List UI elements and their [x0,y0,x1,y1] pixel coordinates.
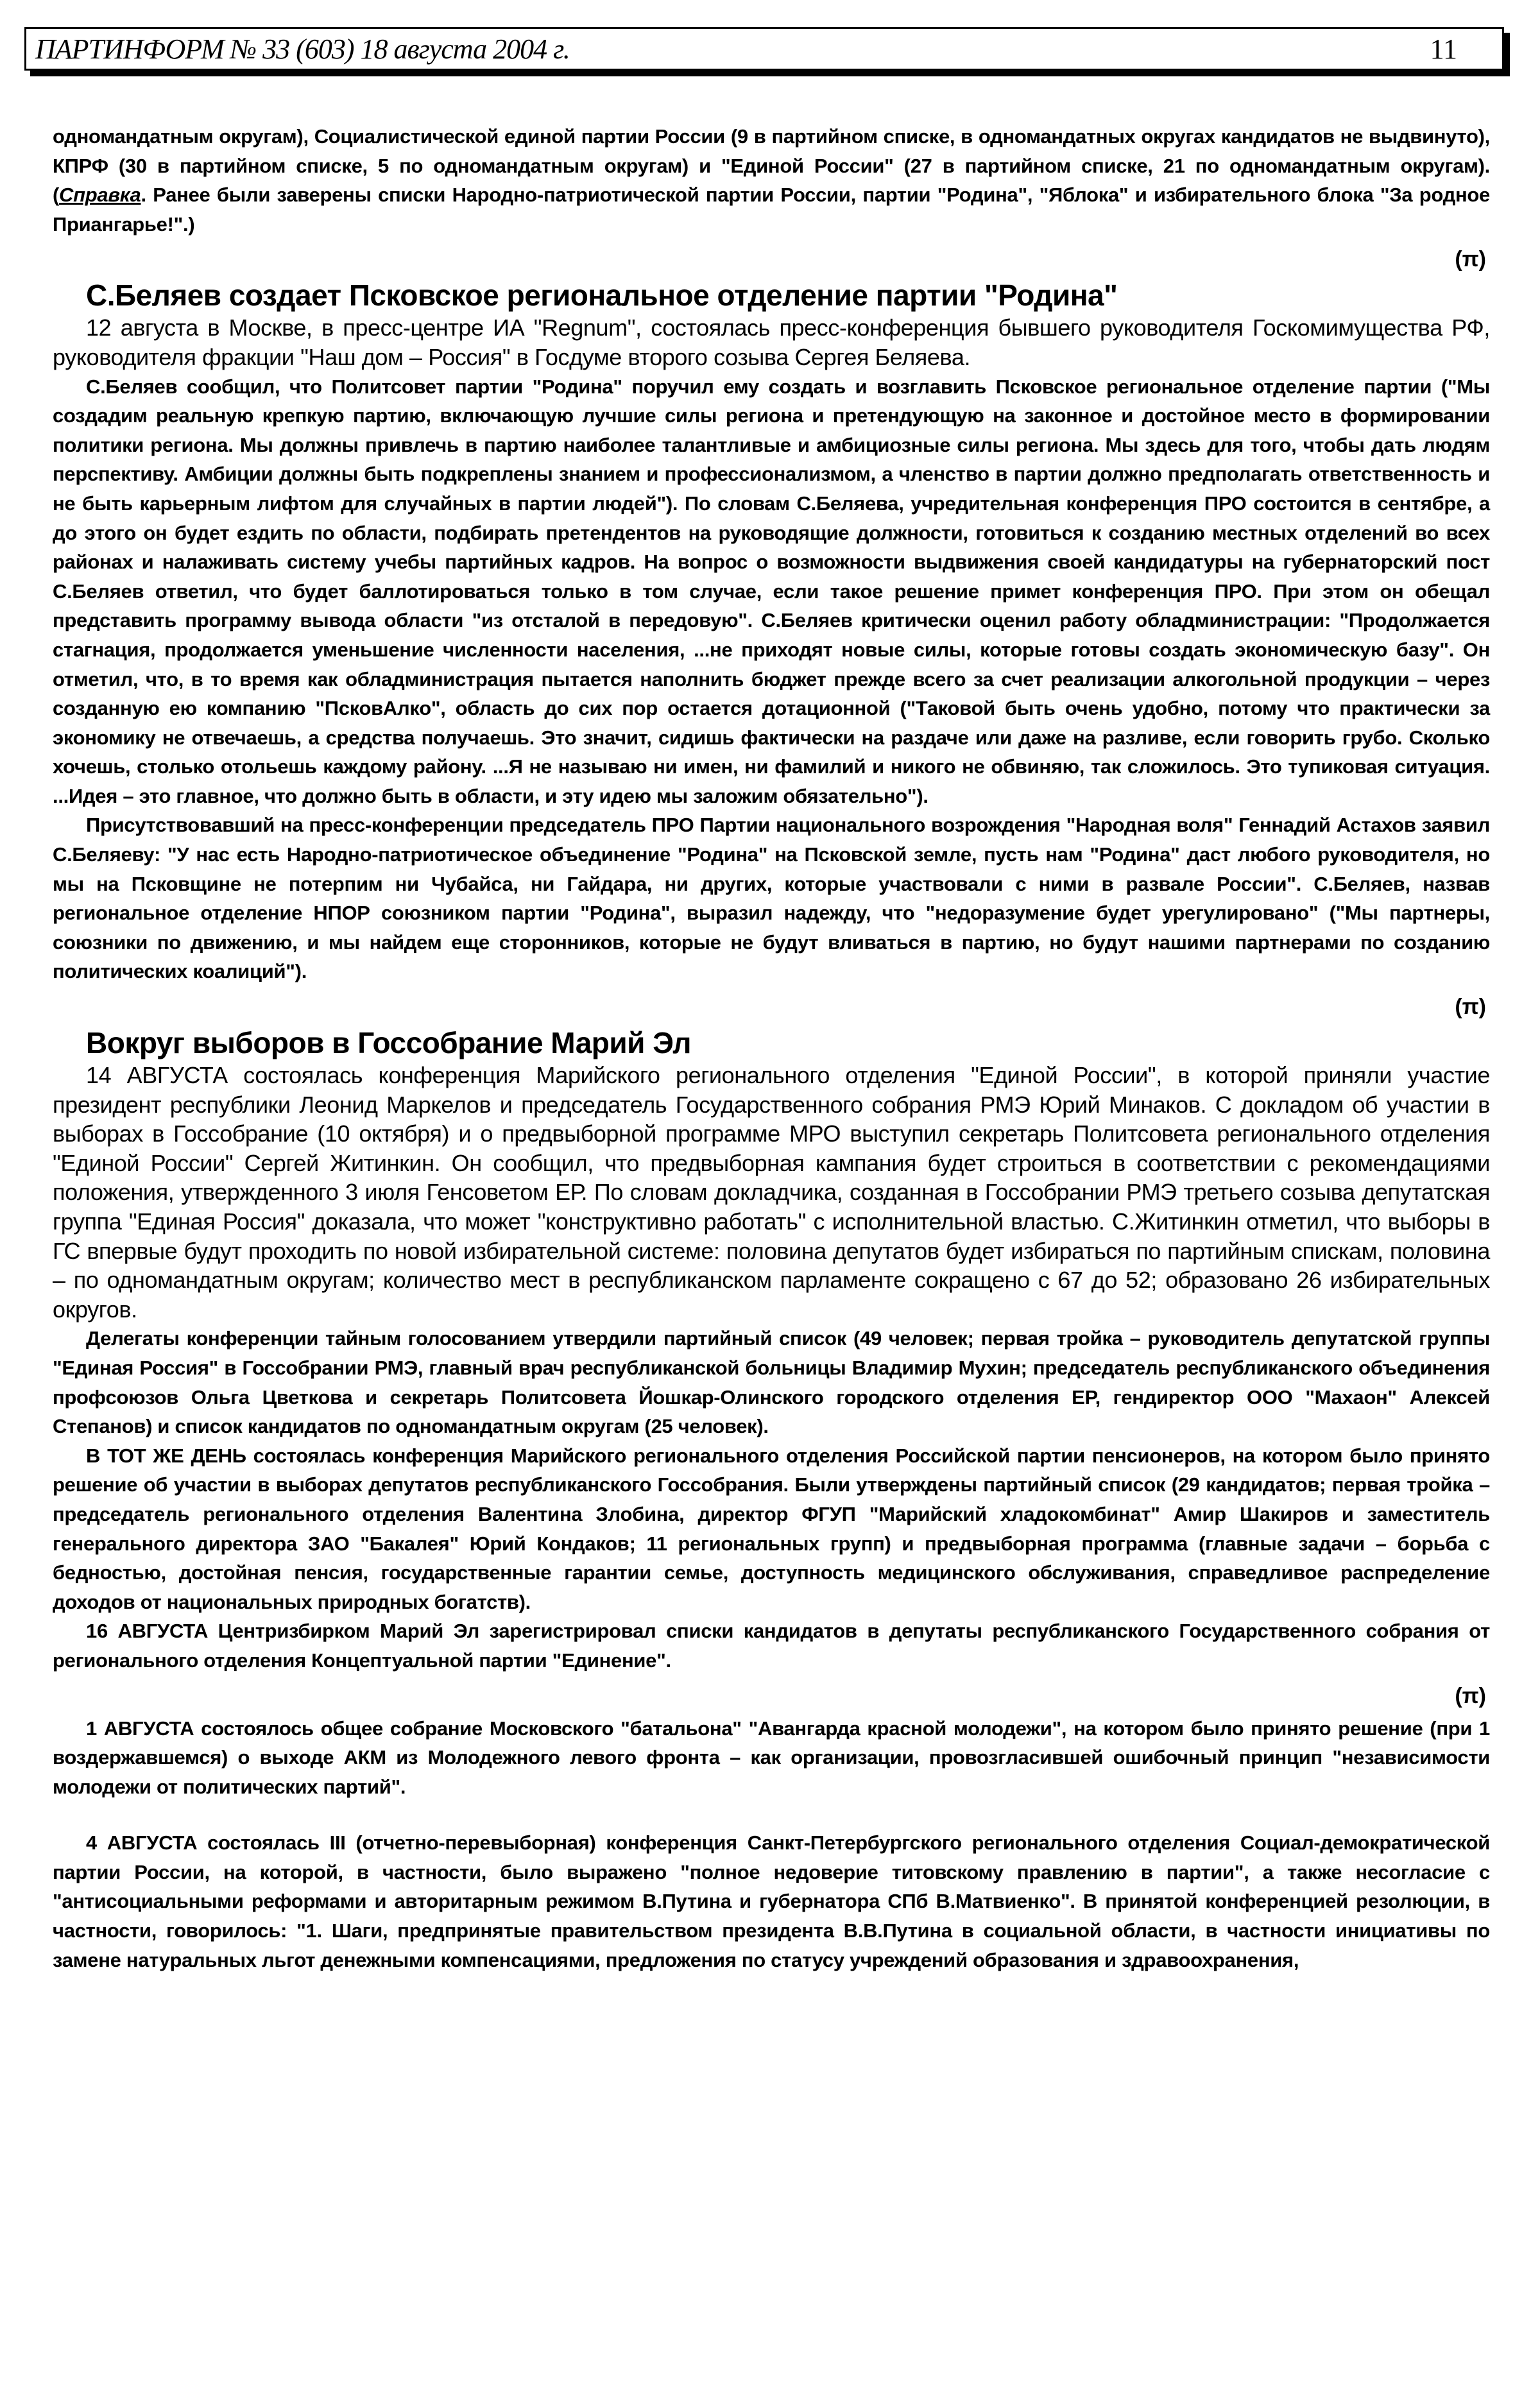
intro-text-end: . Ранее были заверены списки Народно-патриотической партии России, партии "Родина", "Яблока" и избирательного блока "За родное Приангарье!".) [53,184,1490,236]
note-label: Справка [59,184,141,207]
article-lead: 12 августа в Москве, в пресс-центре ИА "Regnum", состоялась пресс-конференция бывшего руководителя Госкомимущества РФ, руководителя фракции "Наш дом – Россия" в Госдуме второго созыва Сергея Беляева. [53,314,1490,370]
article-lead: 14 АВГУСТА состоялась конференция Марийского регионального отделения "Единой России", в которой приняли участие президент республики Леонид Маркелов и председатель Государственного собрания РМЭ Юрий Минаков. С докладом об участии в выборах в Госсобрание (10 октября) и о предвыборной программе МРО выступил секретарь Политсовета регионального отделения "Единой России" Сергей Житинкин. Он сообщил, что предвыборная кампания будет строиться в соответствии с рекомендациями положения, утвержденного 3 июля Генсоветом ЕР. По словам докладчика, созданная в Госсобрании РМЭ третьего созыва депутатская группа "Единая Россия" доказала, что может "конструктивно работать" с исполнительной властью. С.Житинкин отметил, что выборы в ГС впервые будут проходить по новой избирательной системе: половина депутатов будет избираться по партийным спискам, половина – по одномандатным округам; количество мест в республиканском парламенте сокращено с 67 до 52; образовано 26 избирательных округов. [53,1062,1490,1323]
page-header [24,27,1504,71]
article-paragraph: 16 АВГУСТА Центризбирком Марий Эл зарегистрировал списки кандидатов в депутаты республиканского Государственного собрания от регионального отделения Концептуальной партии "Единение". [53,1620,1490,1672]
intro-text: одномандатным округам), Социалистической единой партии России (9 в партийном списке, в одномандатных округах кандидатов не выдвинуто), КПРФ (30 в партийном списке, 5 по одномандатным округам) и "Единой России" (27 в партийном списке, 21 по одномандатным округам). ( [53,125,1490,207]
news-item: 1 АВГУСТА состоялось общее собрание Московского "батальона" "Авангарда красной молодежи", на котором было принято решение (при 1 воздержавшемся) о выходе АКМ из Молодежного левого фронта – как организации, провозгласившей ошибочный принцип "независимости молодежи от политических партий". [53,1717,1490,1798]
page-body [53,122,1490,1975]
article-title: Вокруг выборов в Госсобрание Марий Эл [86,1026,692,1060]
page-number: 11 [1430,33,1457,65]
intro-paragraph [53,122,1490,239]
author-sign: (π) [1455,995,1486,1020]
author-sign: (π) [1455,1683,1486,1708]
spacer [53,1801,1490,1828]
article-title: С.Беляев создает Псковское региональное отделение партии "Родина" [86,278,1118,313]
article-paragraph: В ТОТ ЖЕ ДЕНЬ состоялась конференция Марийского регионального отделения Российской партии пенсионеров, на котором было принято решение об участии в выборах депутатов республиканского Госсобрания. Были утверждены партийный список (29 кандидатов; первая тройка – председатель регионального отделения Валентина Злобина, директор ФГУП "Марийский хладокомбинат" Амир Шакиров и заместитель генерального директора ЗАО "Бакалея" Юрий Кондаков; 11 региональных групп) и предвыборная программа (главные задачи – борьба с бедностью, достойная пенсия, государственные гарантии семье, доступность медицинского обслуживания, справедливое распределение доходов от национальных природных богатств). [53,1444,1490,1613]
article-paragraph: Присутствовавший на пресс-конференции председатель ПРО Партии национального возрождения "Народная воля" Геннадий Астахов заявил С.Беляеву: "У нас есть Народно-патриотическое объединение "Родина" на Псковской земле, пусть нам "Родина" даст любого руководителя, но мы на Псковщине не потерпим ни Чубайса, ни Гайдара, ни других, которые участвовали с ними в развале России". С.Беляев, назвав региональное отделение НПОР союзником партии "Родина", выразил надежду, что "недоразумение будет урегулировано" ("Мы партнеры, союзники по движению, и мы найдем еще сторонников, которые не будут вливаться в партию, но будут нашими партнерами по созданию политических коалиций"). [53,814,1490,983]
news-item: 4 АВГУСТА состоялась III (отчетно-перевыборная) конференция Санкт-Петербургского регионального отделения Социал-демократической партии России, на которой, в частности, было выражено "полное недоверие титовскому правлению в партии", а также несогласие с "антисоциальными реформами и авторитарным режимом В.Путина и губернатора СПб В.Матвиенко". В принятой конференцией резолюции, в частности, говорилось: "1. Шаги, предпринятые правительством президента В.В.Путина в социальной области, в частности инициативы по замене натуральных льгот денежными компенсациями, предложения по статусу учреждений образования и здравоохранения, [53,1831,1490,1971]
article-paragraph: С.Беляев сообщил, что Политсовет партии "Родина" поручил ему создать и возглавить Псковское региональное отделение партии ("Мы создадим реальную крепкую партию, включающую лучшие силы региона и претендующую на законное и достойное место в формировании политики региона. Мы должны привлечь в партию наиболее талантливые и амбициозные силы региона. Мы здесь для того, чтобы дать людям перспективу. Амбиции должны быть подкреплены знанием и профессионализмом, а членство в партии должно предполагать ответственность и не быть карьерным лифтом для случайных в партии людей"). По словам С.Беляева, учредительная конференция ПРО состоится в сентябре, а до этого он будет ездить по области, подбирать претендентов на руководящие должности, готовиться к созданию местных отделений во всех районах и налаживать систему учебы партийных кадров. На вопрос о возможности выдвижения своей кандидатуры на губернаторский пост С.Беляев ответил, что будет баллотироваться только в том случае, если такое решение примет конференция ПРО. При этом он обещал представить программу вывода области "из отсталой в передовую". С.Беляев критически оценил работу обладминистрации: "Продолжается стагнация, продолжается уменьшение численности населения, ...не приходят новые силы, которые готовы создать экономическую базу". Он отметил, что, в то время как обладминистрация пытается наполнить бюджет прежде всего за счет реализации алкогольной продукции – через созданную ею компанию "ПсковАлко", область до сих пор остается дотационной ("Таковой быть очень удобно, потому что практически за экономику не отвечаешь, а средства получаешь. Это значит, сидишь фактически на раздаче или даже на разливе, если говорить грубо. Сколько хочешь, столько отольешь каждому району. ...Я не называю ни имен, ни фамилий и никого не обвиняю, так сложилось. Это тупиковая ситуация. ...Идея – это главное, что должно быть в области, и эту идею мы заложим обязательно"). [53,375,1490,807]
author-sign: (π) [1455,247,1486,272]
article-paragraph: Делегаты конференции тайным голосованием утвердили партийный список (49 человек; первая тройка – руководитель депутатской группы "Единая Россия" в Госсобрании РМЭ, главный врач республиканской больницы Владимир Мухин; председатель республиканского объединения профсоюзов Ольга Цветкова и секретарь Политсовета Йошкар-Олинского городского отделения ЕР, гендиректор ООО "Махаон" Алексей Степанов) и список кандидатов по одномандатным округам (25 человек). [53,1327,1490,1438]
publication-title: ПАРТИНФОРМ № 33 (603) 18 августа 2004 г. [35,33,570,65]
